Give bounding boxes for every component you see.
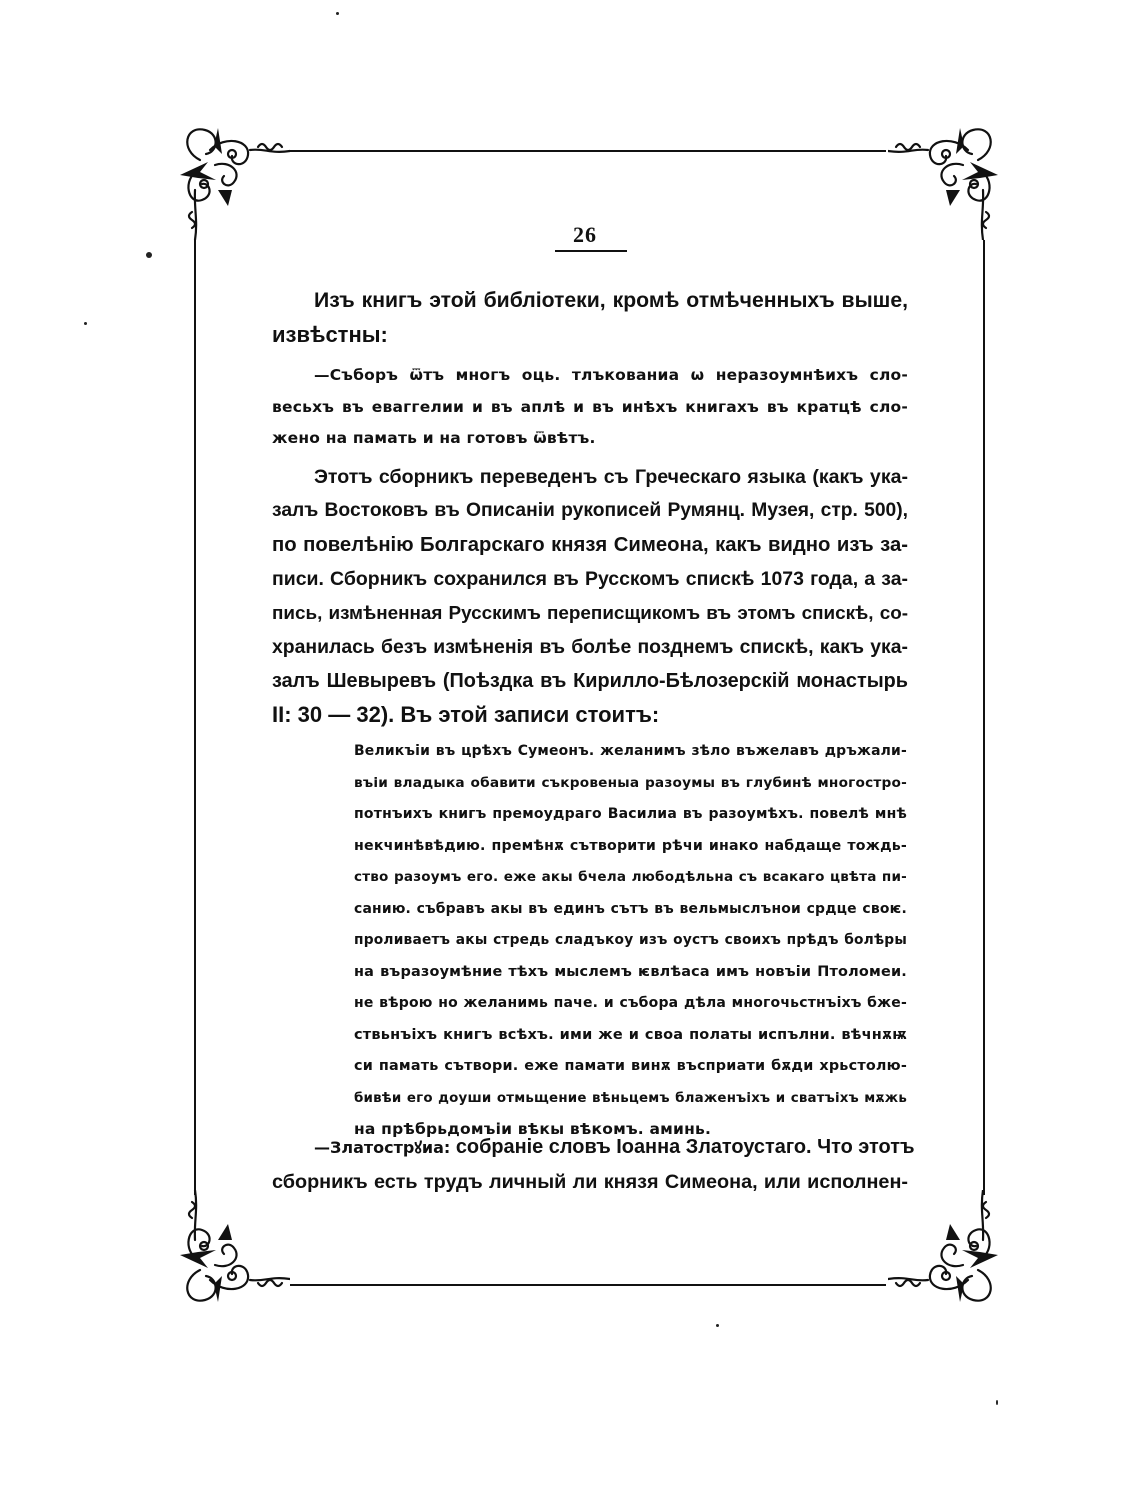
- ornament-corner-top-right: [888, 120, 1008, 240]
- text-line: пись, измѣненная Русскимъ переписщикомъ въ этомъ спискѣ, со-: [272, 602, 908, 623]
- text-line: Великъіи въ црѣхъ Сумеонъ. желанимъ зѣло въжелавъ дръжали-: [354, 743, 907, 759]
- scan-speck: [336, 12, 339, 15]
- frame-right-rule: [983, 240, 985, 1195]
- text-line: Этотъ сборникъ переведенъ съ Греческаго языка (какъ ука-: [314, 466, 908, 488]
- text-line: извѣстны:: [272, 322, 388, 347]
- main-paragraph: [272, 460, 908, 732]
- text-line: —Съборъ ѿтъ многъ оць. тлъкованиа ѡ неразоумнѣихъ сло-: [314, 366, 908, 384]
- frame-top-rule: [290, 150, 886, 152]
- closing-paragraph: [272, 1130, 915, 1199]
- zlatostruy-title: —Златострꙋиа:: [314, 1138, 451, 1157]
- text-line: потнъихъ книгъ премоудраго Василиа въ разоумѣхъ. повелѣ мнѣ: [354, 806, 907, 822]
- text-line: хранилась безъ измѣненія въ болѣе позднемъ спискѣ, какъ ука-: [272, 636, 908, 658]
- scan-speck: [716, 1324, 719, 1327]
- text-line: на въразоумѣние тѣхъ мыслемъ ѥвлѣаса имъ новъіи Птоломеи.: [354, 963, 907, 980]
- scan-speck: [996, 1400, 998, 1405]
- ornament-corner-bottom-left: [170, 1190, 290, 1310]
- frame-left-rule: [194, 240, 196, 1195]
- text-line: по повелѣнію Болгарскаго князя Симеона, какъ видно изъ за-: [272, 534, 908, 556]
- text-line: весьхъ въ еваггелии и въ аплѣ и въ инѣхъ книгахъ въ кратцѣ сло-: [272, 397, 908, 416]
- text-line: сборникъ есть трудъ личный ли князя Симеона, или исполнен-: [272, 1171, 908, 1193]
- ornament-corner-top-left: [170, 120, 290, 240]
- text-line: II: 30 — 32). Въ этой записи стоитъ:: [272, 702, 660, 727]
- sbornik-title-paragraph: [272, 360, 908, 455]
- text-line: въіи владыка обавити съкровеныа разоумы въ глубинѣ многостро-: [354, 774, 907, 791]
- text-line: писи. Сборникъ сохранился въ Русскомъ спискѣ 1073 года, а за-: [272, 568, 908, 590]
- text-line: [272, 1130, 915, 1165]
- text-line: бивѣи его доуши отмьщение вѣньцемъ блаженъіхъ и сватъіхъ мѫжь: [354, 1090, 907, 1106]
- page-number-rule: [555, 250, 627, 252]
- text-line: жено на памать и на готовъ ѿвѣтъ.: [272, 429, 596, 447]
- text-line: на прѣбрьдомъіи вѣкы вѣкомъ. аминь.: [354, 1120, 712, 1138]
- text-line: не вѣрою но желанимь паче. и събора дѣла многочьстнъіхъ бже-: [354, 995, 907, 1011]
- text-line: ство разоумъ его. еже акы бчела любодѣльна съ всакаго цвѣта пи-: [354, 869, 907, 885]
- text-fragment: собраніе словъ Іоанна Златоустаго. Что этотъ: [450, 1136, 915, 1158]
- scan-speck: [84, 322, 87, 325]
- ornament-corner-bottom-right: [888, 1190, 1008, 1310]
- text-line: залъ Востоковъ въ Описаніи рукописей Румянц. Музея, стр. 500),: [272, 500, 908, 521]
- text-line: залъ Шевыревъ (Поѣздка въ Кирилло-Бѣлозерскій монастырь: [272, 670, 908, 692]
- text-line: си памать сътвори. еже памати винѫ въсприати бѫди хрьстолю-: [354, 1058, 907, 1074]
- frame-bottom-rule: [290, 1284, 886, 1286]
- quoted-inscription: [354, 736, 907, 1146]
- text-line: ствьнъіхъ книгъ всѣхъ. ими же и своа полаты испълни. вѣчнѫѭ: [354, 1026, 907, 1043]
- intro-paragraph: [272, 284, 908, 352]
- text-line: санию. събравъ акы въ единъ сътъ въ вельмыслънои срдце своѥ.: [354, 900, 907, 917]
- page-number: 26: [573, 222, 597, 247]
- text-line: проливаетъ акы стредь сладъкоу изъ оустъ своихъ прѣдъ болѣры: [354, 932, 907, 948]
- text-line: Изъ книгъ этой библіотеки, кромѣ отмѣченныхъ выше,: [314, 289, 908, 312]
- scan-speck: [146, 252, 152, 258]
- text-line: некчинѣвѣдию. премѣнѫ сътворити рѣчи инако набдаще тождь-: [354, 837, 907, 854]
